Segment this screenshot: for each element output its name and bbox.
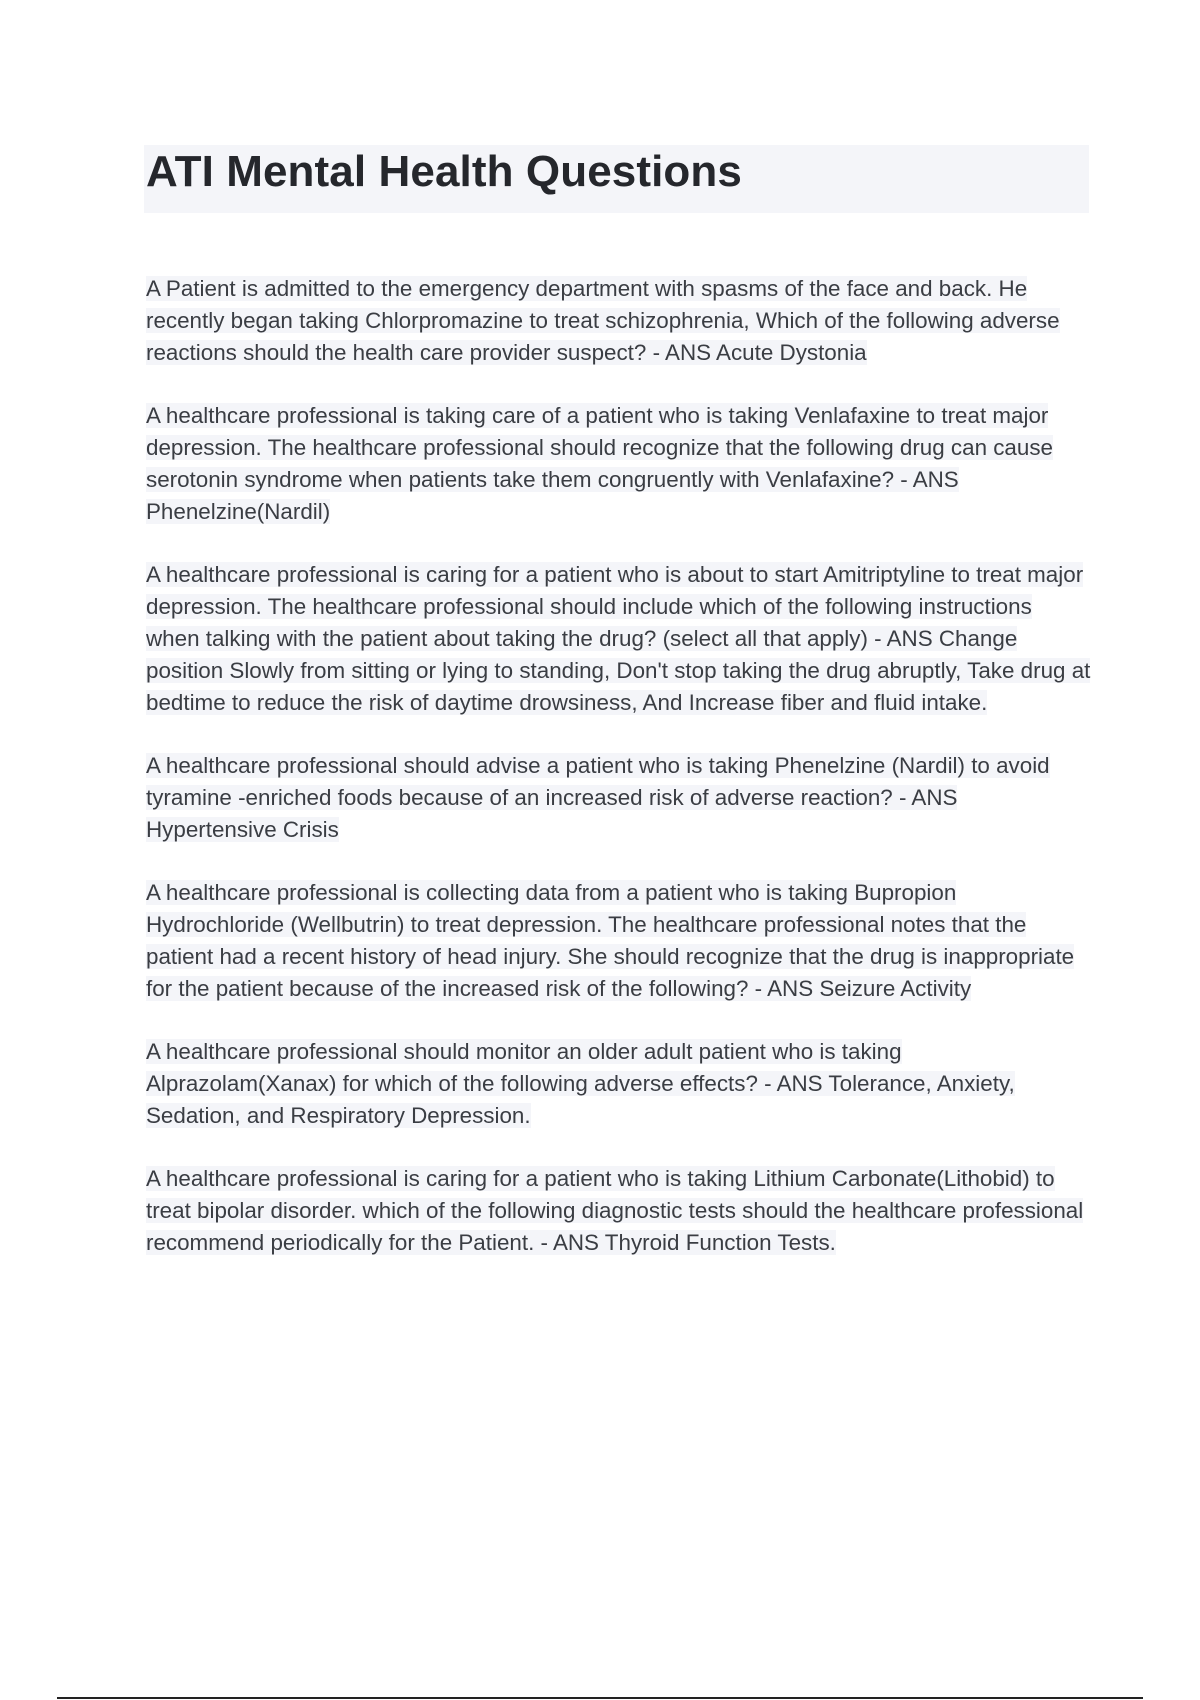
question-item — [146, 750, 1091, 846]
question-item — [146, 877, 1091, 1005]
question-text: A healthcare professional is collecting data from a patient who is taking Bupropion Hydrochloride (Wellbutrin) to treat depression. The healthcare professional notes that the patient had a recent history of head injury. She should recognize that the drug is inappropriate for the patient because of the increased risk of the following? - ANS Seizure Activity — [146, 880, 1075, 1001]
question-text: A healthcare professional is caring for a patient who is taking Lithium Carbonate(Lithobid) to treat bipolar disorder. which of the following diagnostic tests should the healthcare professional recommend periodically for the Patient. - ANS Thyroid Function Tests. — [146, 1166, 1084, 1255]
page-title: ATI Mental Health Questions — [146, 147, 742, 196]
question-item — [146, 400, 1091, 528]
question-text: A Patient is admitted to the emergency department with spasms of the face and back. He recently began taking Chlorpromazine to treat schizophrenia, Which of the following adverse reactions should the health care provider suspect? - ANS Acute Dystonia — [146, 276, 1060, 365]
question-item — [146, 273, 1091, 369]
question-text: A healthcare professional is caring for a patient who is about to start Amitriptyline to treat major depression. The healthcare professional should include which of the following instructions when talking with the patient about taking the drug? (select all that apply) - ANS Change position Slowly from sitting or lying to standing, Don't stop taking the drug abruptly, Take drug at bedtime to reduce the risk of daytime drowsiness, And Increase fiber and fluid intake. — [146, 562, 1091, 715]
question-item — [146, 559, 1091, 719]
question-text: A healthcare professional should monitor an older adult patient who is taking Alprazolam(Xanax) for which of the following adverse effects? - ANS Tolerance, Anxiety, Sedation, and Respiratory Depression. — [146, 1039, 1015, 1128]
question-item — [146, 1163, 1091, 1259]
question-list — [146, 273, 1091, 1290]
question-text: A healthcare professional is taking care of a patient who is taking Venlafaxine to treat major depression. The healthcare professional should recognize that the following drug can cause serotonin syndrome when patients take them congruently with Venlafaxine? - ANS Phenelzine(Nardil) — [146, 403, 1053, 524]
question-text: A healthcare professional should advise a patient who is taking Phenelzine (Nardil) to avoid tyramine -enriched foods because of an increased risk of adverse reaction? - ANS Hypertensive Crisis — [146, 753, 1050, 842]
footer-divider — [57, 1697, 1143, 1699]
question-item — [146, 1036, 1091, 1132]
